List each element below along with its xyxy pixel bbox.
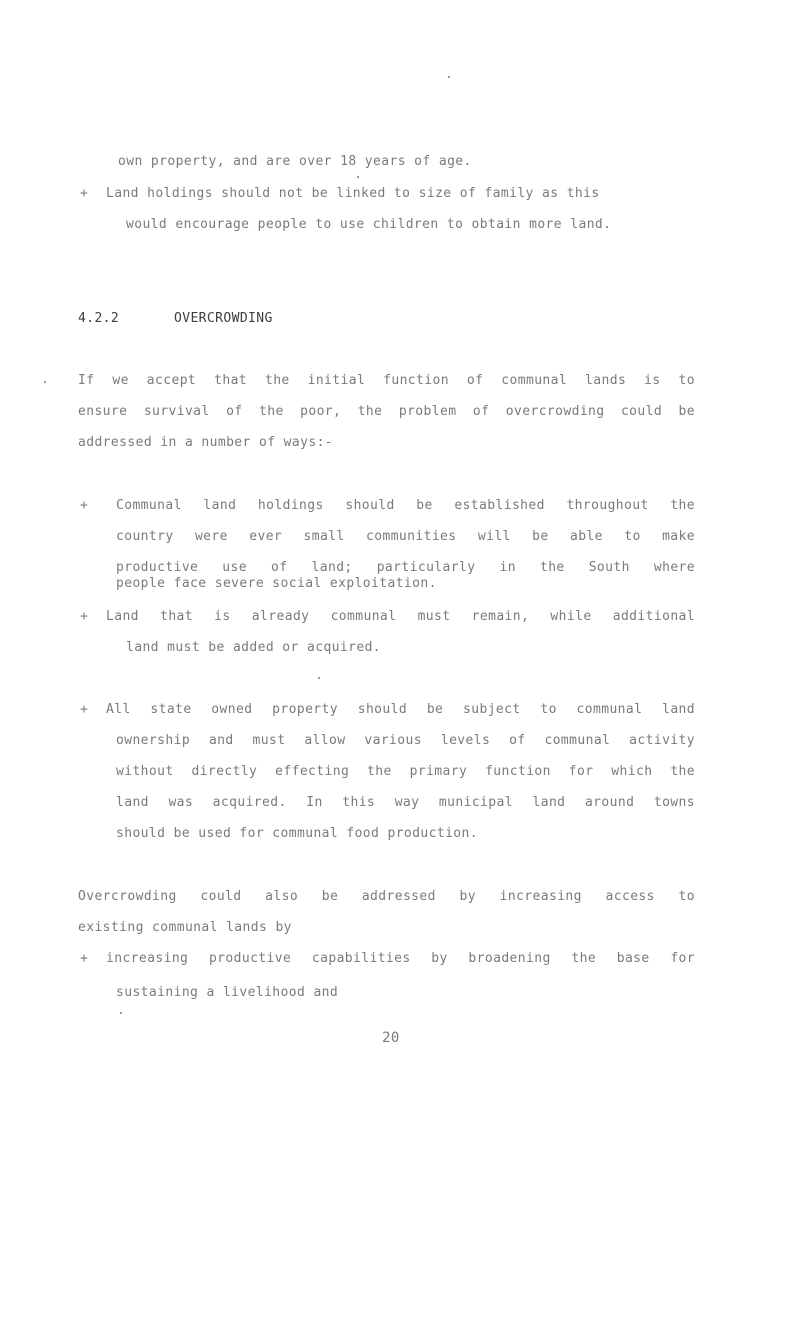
text-line: would encourage people to use children to obtain more land. (126, 217, 612, 232)
list-item-line: increasing productive capabilities by broadening the base for (106, 951, 695, 966)
list-item-line: ownership and must allow various levels of communal activity (116, 733, 695, 748)
scan-speck (448, 76, 450, 78)
bullet-marker: + (80, 951, 88, 966)
paragraph-line: If we accept that the initial function of communal lands is to (78, 373, 695, 388)
section-title: OVERCROWDING (174, 311, 273, 326)
list-item-line: productive use of land; particularly in the South where (116, 560, 695, 575)
bullet-marker: + (80, 186, 88, 201)
scan-speck (120, 1012, 122, 1014)
paragraph-line: Overcrowding could also be addressed by increasing access to (78, 889, 695, 904)
list-item-line: country were ever small communities will be able to make (116, 529, 695, 544)
list-item-line: should be used for communal food production. (116, 826, 478, 841)
text-line: Land holdings should not be linked to size of family as this (106, 186, 600, 201)
list-item-line: without directly effecting the primary function for which the (116, 764, 695, 779)
bullet-marker: + (80, 609, 88, 624)
paragraph-line: ensure survival of the poor, the problem of overcrowding could be (78, 404, 695, 419)
list-item-line: All state owned property should be subject to communal land (106, 702, 695, 717)
scan-speck (44, 381, 46, 383)
text-line: own property, and are over 18 years of age. (118, 154, 472, 169)
paragraph-line: addressed in a number of ways:- (78, 435, 334, 450)
scan-speck (318, 677, 320, 679)
list-item-line: sustaining a livelihood and (116, 985, 339, 1000)
list-item-line: people face severe social exploitation. (116, 576, 437, 591)
scan-speck (357, 176, 359, 178)
paragraph-line: existing communal lands by (78, 920, 292, 935)
bullet-marker: + (80, 498, 88, 513)
list-item-line: land must be added or acquired. (126, 640, 382, 655)
section-number: 4.2.2 (78, 311, 120, 326)
page-number: 20 (382, 1030, 400, 1046)
list-item-line: Land that is already communal must remain, while additional (106, 609, 695, 624)
bullet-marker: + (80, 702, 88, 717)
list-item-line: Communal land holdings should be established throughout the (116, 498, 695, 513)
list-item-line: land was acquired. In this way municipal land around towns (116, 795, 695, 810)
